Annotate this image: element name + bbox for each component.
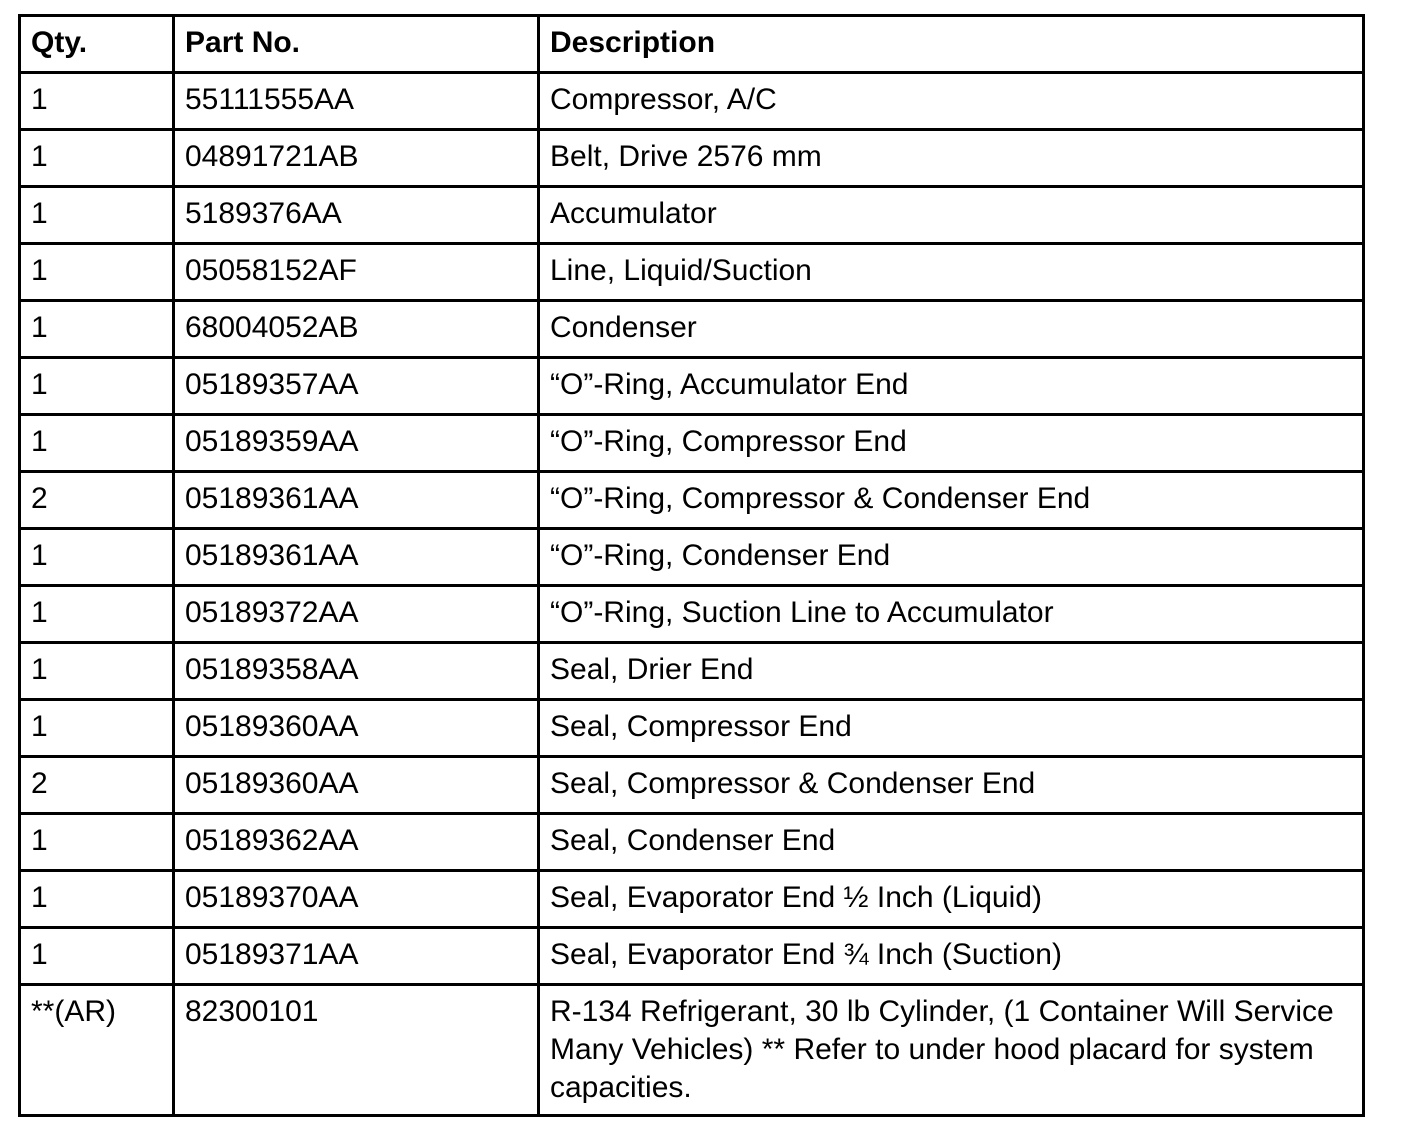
qty-cell: 1 [20,871,174,928]
qty-cell: 1 [20,586,174,643]
table-body [20,73,1364,1116]
table-row [20,643,1364,700]
description-cell: R-134 Refrigerant, 30 lb Cylinder, (1 Container Will Service Many Vehicles) ** Refer to under hood placard for system capacities. [539,985,1364,1116]
qty-cell: **(AR) [20,985,174,1116]
table-row [20,244,1364,301]
description-cell: Seal, Compressor End [539,700,1364,757]
qty-cell: 1 [20,415,174,472]
table-row [20,472,1364,529]
part-no-cell: 05189359AA [174,415,539,472]
table-row [20,358,1364,415]
qty-cell: 1 [20,814,174,871]
qty-cell: 2 [20,757,174,814]
description-cell: Seal, Condenser End [539,814,1364,871]
qty-cell: 1 [20,73,174,130]
description-cell: Seal, Compressor & Condenser End [539,757,1364,814]
table-row [20,814,1364,871]
description-cell: Line, Liquid/Suction [539,244,1364,301]
table-row [20,985,1364,1116]
part-no-cell: 05189372AA [174,586,539,643]
part-no-cell: 68004052AB [174,301,539,358]
qty-cell: 1 [20,529,174,586]
description-cell: Condenser [539,301,1364,358]
description-cell: “O”-Ring, Compressor End [539,415,1364,472]
part-no-cell: 5189376AA [174,187,539,244]
description-cell: “O”-Ring, Condenser End [539,529,1364,586]
part-no-cell: 05189362AA [174,814,539,871]
header-part-no: Part No. [174,16,539,73]
table-row [20,700,1364,757]
qty-cell: 2 [20,472,174,529]
part-no-cell: 82300101 [174,985,539,1116]
part-no-cell: 05189360AA [174,757,539,814]
description-cell: “O”-Ring, Compressor & Condenser End [539,472,1364,529]
part-no-cell: 05058152AF [174,244,539,301]
header-qty: Qty. [20,16,174,73]
table-row [20,586,1364,643]
table-row [20,757,1364,814]
part-no-cell: 04891721AB [174,130,539,187]
description-cell: Seal, Evaporator End ½ Inch (Liquid) [539,871,1364,928]
qty-cell: 1 [20,358,174,415]
table-header [20,16,1364,73]
qty-cell: 1 [20,700,174,757]
description-cell: Accumulator [539,187,1364,244]
part-no-cell: 05189370AA [174,871,539,928]
part-no-cell: 05189360AA [174,700,539,757]
table-row [20,130,1364,187]
table-row [20,301,1364,358]
part-no-cell: 05189361AA [174,472,539,529]
part-no-cell: 05189361AA [174,529,539,586]
description-cell: Seal, Drier End [539,643,1364,700]
header-row [20,16,1364,73]
header-description: Description [539,16,1364,73]
table-row [20,928,1364,985]
qty-cell: 1 [20,301,174,358]
part-no-cell: 05189357AA [174,358,539,415]
table-row [20,415,1364,472]
qty-cell: 1 [20,643,174,700]
part-no-cell: 05189358AA [174,643,539,700]
qty-cell: 1 [20,928,174,985]
qty-cell: 1 [20,130,174,187]
table-row [20,529,1364,586]
table-row [20,871,1364,928]
description-cell: Compressor, A/C [539,73,1364,130]
part-no-cell: 05189371AA [174,928,539,985]
description-cell: “O”-Ring, Suction Line to Accumulator [539,586,1364,643]
description-cell: Belt, Drive 2576 mm [539,130,1364,187]
table-row [20,73,1364,130]
table-row [20,187,1364,244]
qty-cell: 1 [20,187,174,244]
description-cell: Seal, Evaporator End ¾ Inch (Suction) [539,928,1364,985]
part-no-cell: 55111555AA [174,73,539,130]
qty-cell: 1 [20,244,174,301]
parts-table [18,14,1365,1117]
description-cell: “O”-Ring, Accumulator End [539,358,1364,415]
